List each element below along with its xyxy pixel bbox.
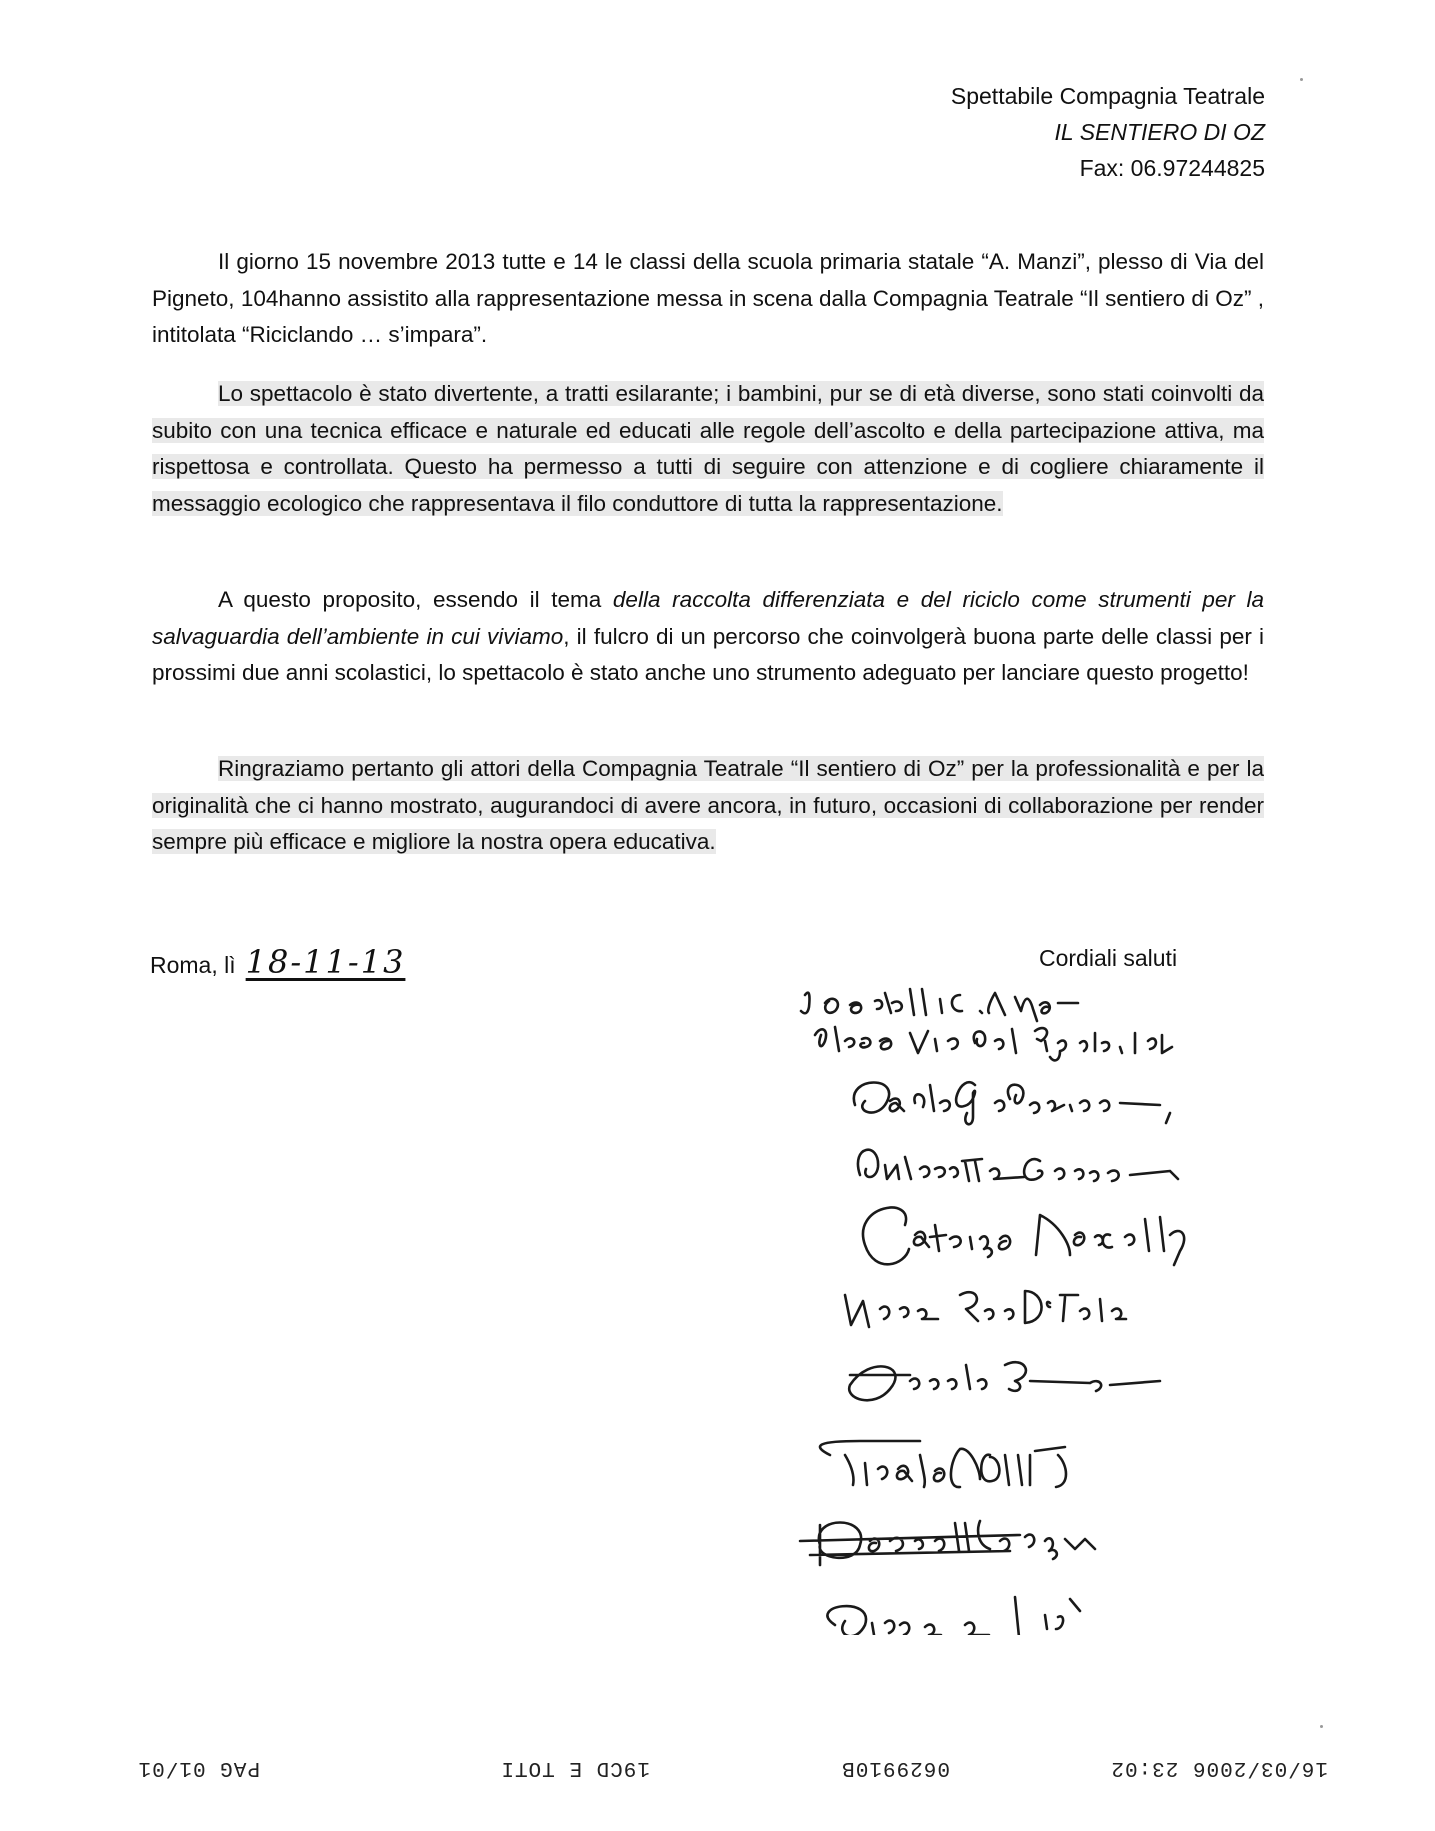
addressee-block: [951, 78, 1265, 186]
paragraph-2: [152, 376, 1264, 522]
addressee-line: Spettabile Compagnia Teatrale: [950, 83, 1265, 109]
paragraph-3-italic: della raccolta differenziata e del riciclo come strumenti per la salvaguardia dell’ambiente in cui viviamo: [152, 587, 1264, 649]
paragraph-3-part-a: A questo proposito, essendo il tema: [218, 587, 613, 612]
closing-salutation: Cordiali saluti: [1039, 945, 1178, 971]
paragraph-4-text: Ringraziamo pertanto gli attori della Compagnia Teatrale “Il sentiero di Oz” per la professionalità e per la originalità che ci hanno mostrato, augurandoci di avere ancora, in futuro, occasioni di collaborazione per render sempre più efficace e migliore la nostra opera educativa.: [152, 756, 1264, 854]
paragraph-3: [152, 582, 1264, 692]
paragraph-1: Il giorno 15 novembre 2013 tutte e 14 le classi della scuola primaria statale “A. Manzi”, plesso di Via del Pigneto, 104hanno assistito alla rappresentazione messa in scena dalla Compagnia Teatrale “Il sentiero di Oz” , intitolata “Riciclando … s’impara”.: [152, 249, 1264, 347]
addressee-fax: Fax: 06.97244825: [1079, 155, 1265, 181]
scan-speck: [1320, 1725, 1323, 1728]
scan-speck: [1300, 78, 1303, 81]
fax-page-count: PAG 01/01: [137, 1756, 260, 1779]
place-label: Roma, lì: [150, 952, 236, 978]
addressee-company: IL SENTIERO DI OZ: [1054, 119, 1265, 145]
fax-number: 0629910B: [841, 1756, 950, 1779]
fax-transmission-footer: [80, 1745, 1340, 1785]
place-date: [150, 943, 405, 981]
fax-sender: 19CD E TOTI: [500, 1756, 650, 1779]
fax-datetime: 16/03/2006 23:02: [1110, 1756, 1328, 1779]
handwritten-date: 18-11-13: [245, 943, 406, 981]
handwritten-signatures: [790, 985, 1370, 1635]
signatures-drawing: [790, 985, 1370, 1635]
paragraph-4: [152, 751, 1264, 861]
paragraph-3-part-c: , il fulcro di un percorso che coinvolgerà buona parte delle classi per i prossimi due anni scolastici, lo spettacolo è stato anche uno strumento adeguato per lanciare questo progetto!: [152, 623, 1264, 685]
paragraph-2-text: Lo spettacolo è stato divertente, a tratti esilarante; i bambini, pur se di età diverse, sono stati coinvolti da subito con una tecnica efficace e naturale ed educati alle regole dell’ascolto e della partecipazione attiva, ma rispettosa e controllata. Questo ha permesso a tutti di seguire con attenzione e di cogliere chiaramente il messaggio ecologico che rappresentava il filo conduttore di tutta la rappresentazione.: [152, 381, 1264, 516]
